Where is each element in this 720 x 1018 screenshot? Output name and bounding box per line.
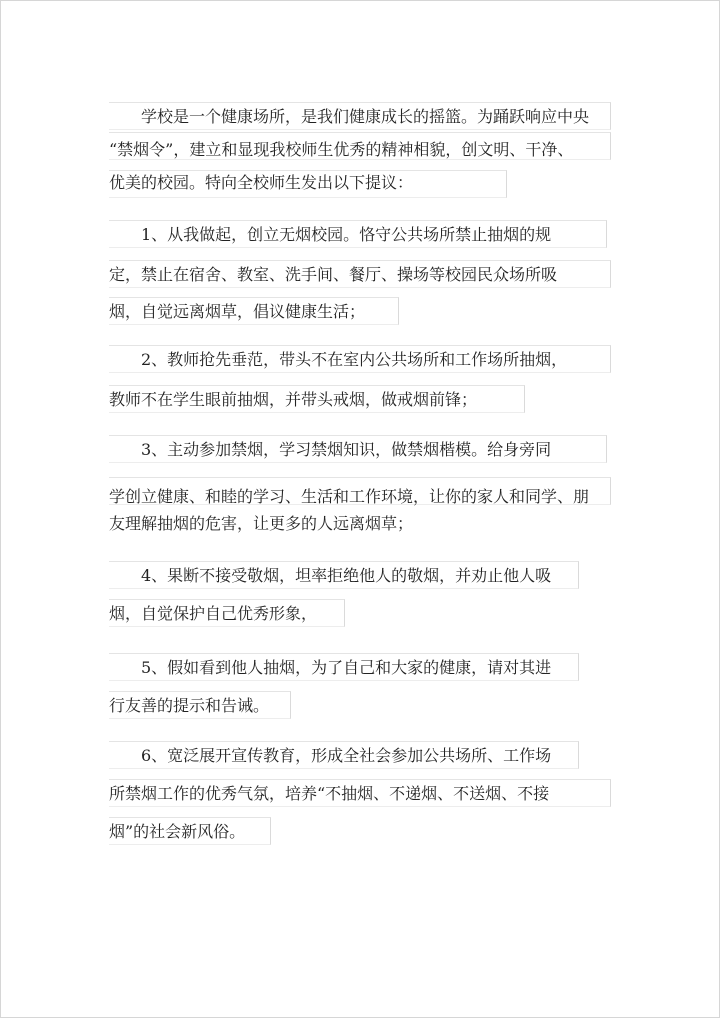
paragraph-line: 3、主动参加禁烟，学习禁烟知识，做禁烟楷模。给身旁同 [141, 440, 552, 459]
paragraph-line: 行友善的提示和告诫。 [109, 696, 270, 715]
paragraph-line: 优美的校园。特向全校师生发出以下提议： [109, 173, 414, 192]
paragraph-line: 烟”的社会新风俗。 [109, 822, 246, 841]
paragraph-line: 烟，自觉保护自己优秀形象， [109, 604, 318, 623]
paragraph-line: 5、假如看到他人抽烟，为了自己和大家的健康，请对其进 [141, 658, 552, 677]
paragraph-line: 友理解抽烟的危害，让更多的人远离烟草； [109, 514, 414, 533]
paragraph-line: 学校是一个健康场所，是我们健康成长的摇篮。为踊跃响应中央 [141, 107, 590, 126]
paragraph-line: 烟，自觉远离烟草，倡议健康生活； [109, 302, 366, 321]
paragraph-line: 所禁烟工作的优秀气氛，培养“不抽烟、不递烟、不送烟、不接 [109, 784, 550, 803]
paragraph-line: 学创立健康、和睦的学习、生活和工作环境，让你的家人和同学、朋 [109, 487, 590, 506]
paragraph-line: 定，禁止在宿舍、教室、洗手间、餐厅、操场等校园民众场所吸 [109, 265, 558, 284]
paragraph-line: 4、果断不接受敬烟，坦率拒绝他人的敬烟，并劝止他人吸 [141, 566, 552, 585]
paragraph-line: 1、从我做起，创立无烟校园。恪守公共场所禁止抽烟的规 [141, 225, 552, 244]
paragraph-line: “禁烟令”，建立和显现我校师生优秀的精神相貌，创文明、干净、 [109, 140, 574, 159]
paragraph-line: 教师不在学生眼前抽烟，并带头戒烟，做戒烟前锋； [109, 390, 478, 409]
paragraph-line: 2、教师抢先垂范，带头不在室内公共场所和工作场所抽烟， [141, 350, 568, 369]
paragraph-line: 6、宽泛展开宣传教育，形成全社会参加公共场所、工作场 [141, 746, 552, 765]
